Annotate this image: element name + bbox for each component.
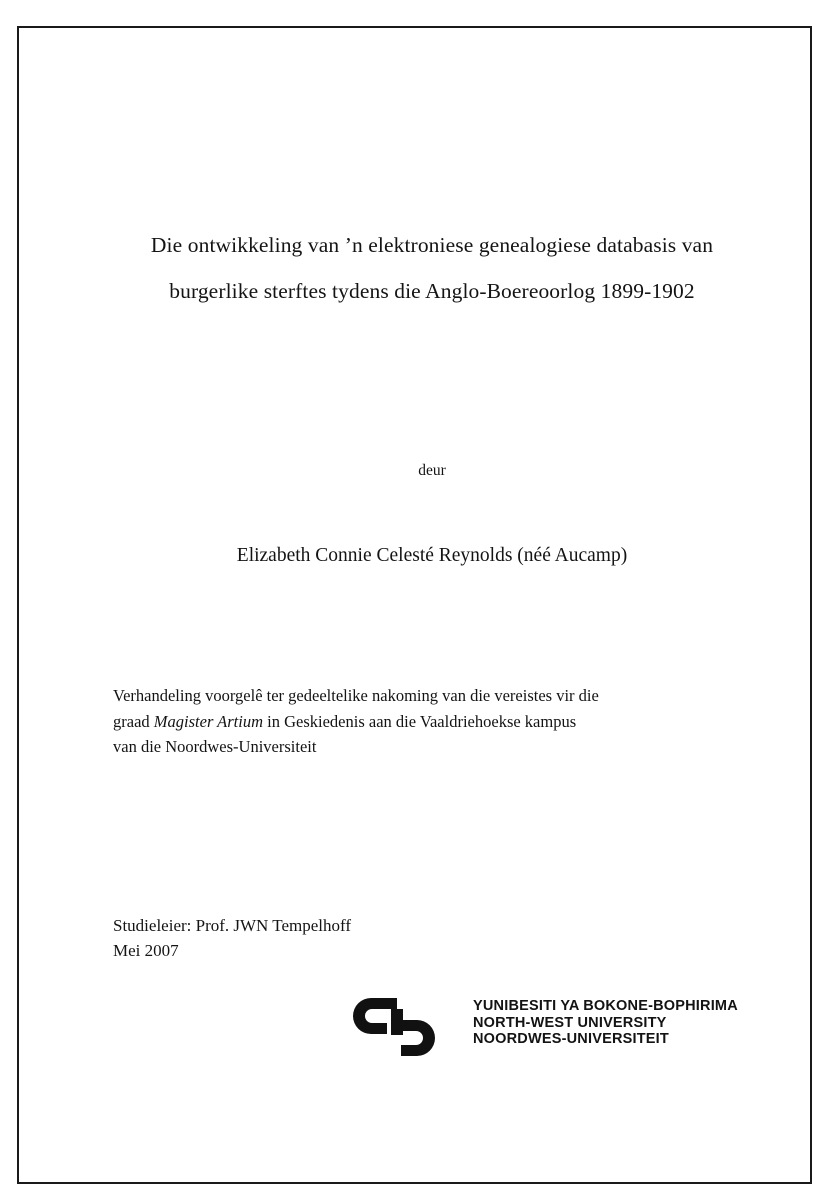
- university-logo-text: [473, 998, 738, 1048]
- logo-text-line-1: YUNIBESITI YA BOKONE-BOPHIRIMA: [473, 998, 738, 1014]
- north-west-university-logo-icon: [353, 994, 463, 1060]
- logo-text-line-3: NOORDWES-UNIVERSITEIT: [473, 1031, 669, 1047]
- logo-text-line-2: NORTH-WEST UNIVERSITY: [473, 1014, 667, 1031]
- submission-date: Mei 2007: [113, 941, 179, 960]
- statement-line-2-pre: graad: [113, 711, 154, 731]
- statement-line-3: van die Noordwes-Universiteit: [113, 737, 317, 756]
- title-line-2: burgerlike sterftes tydens die Anglo-Boereoorlog 1899-1902: [169, 279, 695, 303]
- by-word: deur: [418, 462, 446, 479]
- title-page-content: [107, 28, 757, 1182]
- supervisor-name: Studieleier: Prof. JWN Tempelhoff: [113, 916, 352, 935]
- university-logo: [273, 990, 738, 1062]
- title-line-1: Die ontwikkeling van ’n elektroniese genealogiese databasis van: [150, 233, 714, 257]
- statement-line-2: [113, 709, 747, 735]
- degree-statement: [113, 683, 747, 760]
- statement-line-1: Verhandeling voorgelê ter gedeeltelike nakoming van die vereistes vir die: [113, 686, 599, 705]
- statement-line-2-post: in Geskiedenis aan die Vaaldriehoekse kampus: [263, 711, 577, 731]
- author-name: Elizabeth Connie Celesté Reynolds (néé Aucamp): [236, 545, 628, 566]
- page-title: [107, 222, 757, 314]
- supervisor-block: [113, 913, 613, 963]
- degree-name: Magister Artium: [153, 711, 264, 731]
- page-border: [17, 26, 812, 1184]
